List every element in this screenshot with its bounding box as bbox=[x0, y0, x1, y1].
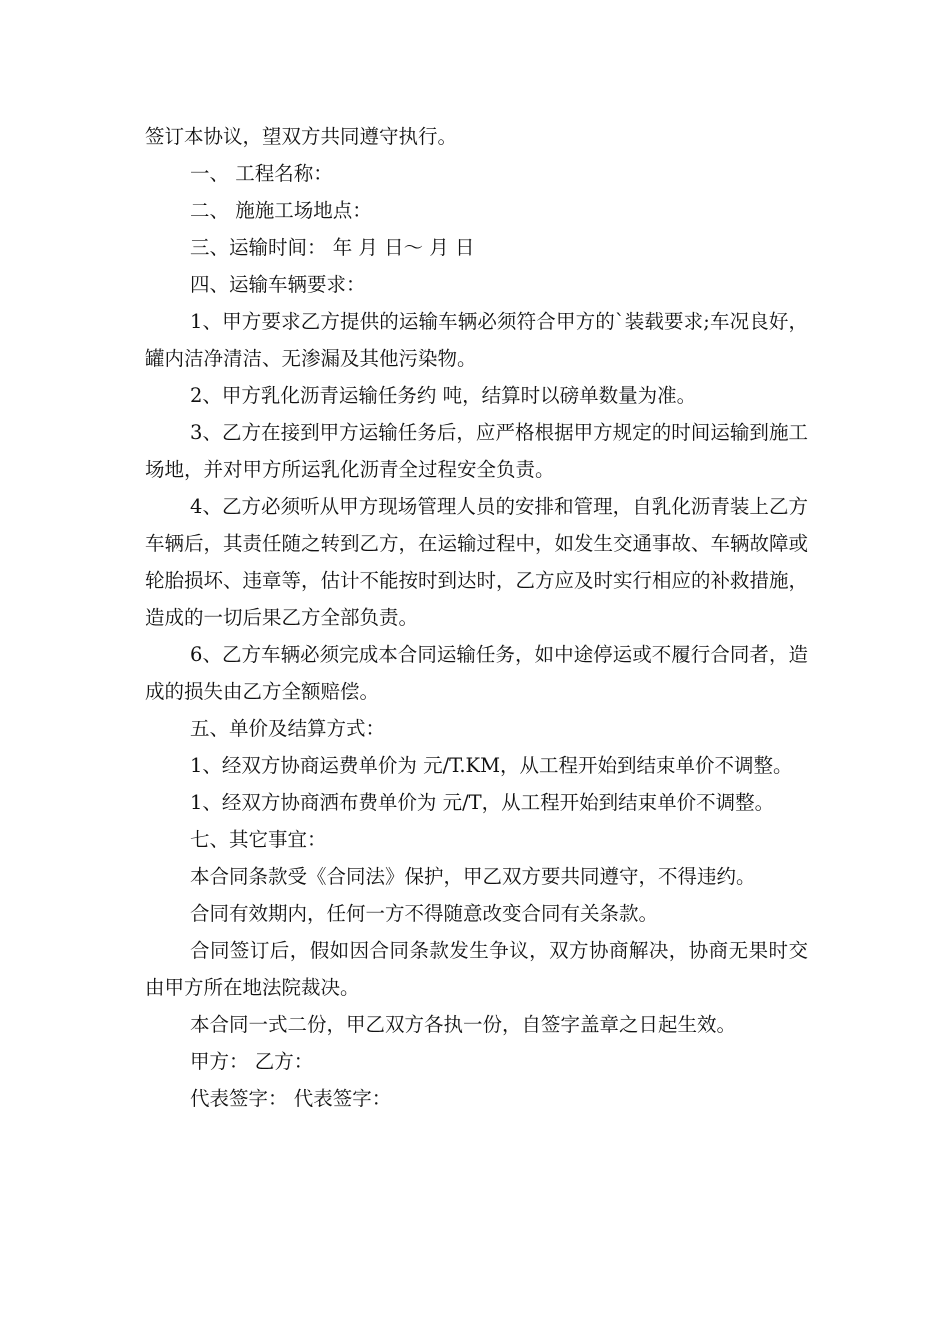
paragraph-requirement-6: 6、乙方车辆必须完成本合同运输任务，如中途停运或不履行合同者，造成的损失由乙方全额赔偿。 bbox=[145, 643, 808, 703]
paragraph-spreading-price: 1、经双方协商洒布费单价为 元/T，从工程开始到结束单价不调整。 bbox=[190, 791, 775, 814]
paragraph-vehicle-requirements: 四、运输车辆要求： bbox=[190, 273, 366, 296]
paragraph-signatures: 代表签字： 代表签字： bbox=[190, 1087, 392, 1110]
paragraph-other-matters: 七、其它事宜： bbox=[190, 828, 327, 851]
document-body bbox=[145, 118, 808, 1117]
paragraph-opening: 签订本协议，望双方共同遵守执行。 bbox=[145, 125, 458, 148]
paragraph-requirement-3: 3、乙方在接到甲方运输任务后，应严格根据甲方规定的时间运输到施工场地，并对甲方所运乳化沥青全过程安全负责。 bbox=[145, 421, 808, 481]
paragraph-requirement-4: 4、乙方必须听从甲方现场管理人员的安排和管理，自乳化沥青装上乙方车辆后，其责任随之转到乙方，在运输过程中，如发生交通事故、车辆故障或轮胎损坏、违章等，估计不能按时到达时，乙方应及时实行相应的补救措施，造成的一切后果乙方全部负责。 bbox=[145, 495, 809, 629]
paragraph-copies: 本合同一式二份，甲乙双方各执一份，自签字盖章之日起生效。 bbox=[190, 1013, 737, 1036]
paragraph-site-location: 二、 施施工场地点： bbox=[190, 199, 372, 222]
paragraph-dispute: 合同签订后，假如因合同条款发生争议，双方协商解决，协商无果时交由甲方所在地法院裁决。 bbox=[145, 939, 808, 999]
paragraph-pricing-heading: 五、单价及结算方式： bbox=[190, 717, 386, 740]
paragraph-transport-time: 三、运输时间： 年 月 日～ 月 日 bbox=[190, 236, 475, 259]
paragraph-freight-price: 1、经双方协商运费单价为 元/T.KM，从工程开始到结束单价不调整。 bbox=[190, 754, 793, 777]
paragraph-requirement-1: 1、甲方要求乙方提供的运输车辆必须符合甲方的`装载要求;车况良好，罐内洁净清洁、无渗漏及其他污染物。 bbox=[145, 310, 808, 370]
paragraph-validity: 合同有效期内，任何一方不得随意改变合同有关条款。 bbox=[190, 902, 659, 925]
paragraph-parties: 甲方： 乙方： bbox=[190, 1050, 314, 1073]
paragraph-project-name: 一、 工程名称： bbox=[190, 162, 333, 185]
paragraph-contract-law: 本合同条款受《合同法》保护，甲乙双方要共同遵守，不得违约。 bbox=[190, 865, 756, 888]
paragraph-requirement-2: 2、甲方乳化沥青运输任务约 吨，结算时以磅单数量为准。 bbox=[190, 384, 697, 407]
